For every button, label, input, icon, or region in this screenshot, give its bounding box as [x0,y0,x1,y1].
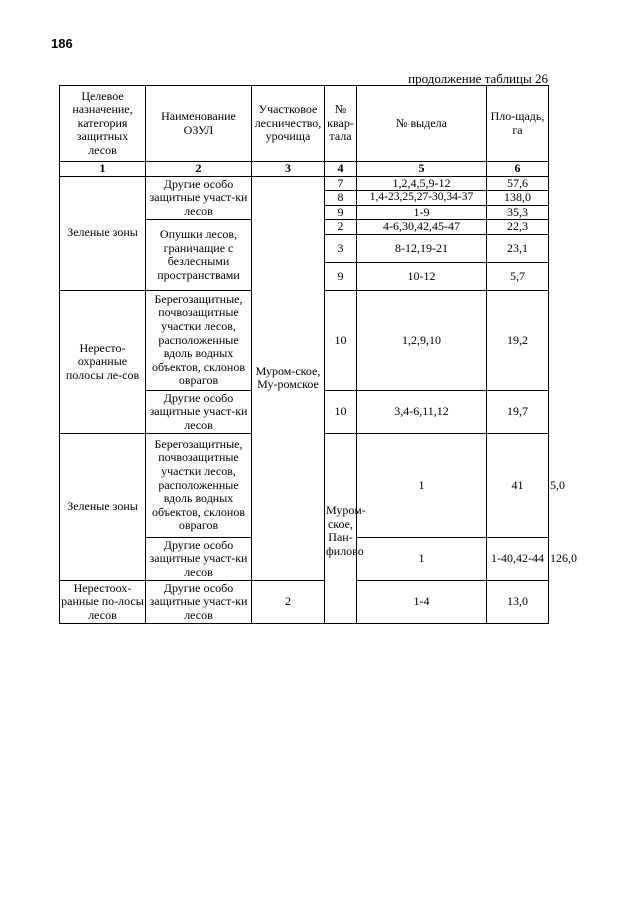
quarter-cell: 10 [325,290,357,390]
page-number: 186 [51,36,73,51]
allotment-cell: 1-9 [357,205,487,220]
area-cell: 13,0 [487,580,549,623]
allotment-cell: 10-12 [357,262,487,290]
header-allotment: № выдела [357,86,487,162]
forestry-cell: Муром-ское, Му-ромское [252,176,325,580]
col-number: 5 [357,162,487,177]
quarter-cell: 1 [357,433,487,537]
table-row [60,176,549,191]
table-row: Зеленые зоны Берегозащитные, почвозащитные участки лесов, расположенные вдоль водных объектов, склонов оврагов Муром-ское, Пан-филово 1 41 5,0 [60,433,549,537]
allotment-cell: 1,4-23,25,27-30,34-37 [357,191,487,206]
header-row [60,86,549,162]
allotment-cell: 8-12,19-21 [357,234,487,262]
col-number: 2 [146,162,252,177]
column-number-row [60,162,549,177]
forestry-cell: Муром-ское, Пан-филово [325,433,357,623]
quarter-cell: 10 [325,390,357,433]
area-cell: 23,1 [487,234,549,262]
area-cell: 22,3 [487,220,549,235]
forest-protection-table [59,85,577,624]
allotment-cell: 1-40,42-44 [487,537,549,580]
allotment-cell: 4-6,30,42,45-47 [357,220,487,235]
ozul-cell: Опушки лесов, граничащие с безлесными пространствами [146,220,252,291]
allotment-cell: 1,2,4,5,9-12 [357,176,487,191]
allotment-cell: 1,2,9,10 [357,290,487,390]
col-number: 1 [60,162,146,177]
header-quarter: № квар-тала [325,86,357,162]
header-purpose: Целевое назначение, категория защитных лесов [60,86,146,162]
col-number: 6 [487,162,549,177]
allotment-cell: 41 [487,433,549,537]
purpose-cell: Зеленые зоны [60,176,146,290]
quarter-cell: 2 [252,580,325,623]
purpose-cell: Зеленые зоны [60,433,146,580]
area-cell: 138,0 [487,191,549,206]
quarter-cell: 9 [325,205,357,220]
table-row: Другие особо защитные участ-ки лесов 1 1-40,42-44 126,0 [60,537,549,580]
col-number: 4 [325,162,357,177]
col-number: 3 [252,162,325,177]
area-cell: 57,6 [487,176,549,191]
quarter-cell: 2 [325,220,357,235]
allotment-cell: 3,4-6,11,12 [357,390,487,433]
allotment-cell: 1-4 [357,580,487,623]
quarter-cell: 9 [325,262,357,290]
ozul-cell: Берегозащитные, почвозащитные участки лесов, расположенные вдоль водных объектов, склонов оврагов [146,433,252,537]
purpose-cell: Нерестоох-ранные по-лосы лесов [61,580,144,622]
area-cell: 19,7 [487,390,549,433]
area-cell: 35,3 [487,205,549,220]
purpose-cell: Нересто-охранные полосы ле-сов [60,290,146,433]
ozul-cell: Другие особо защитные участ-ки лесов [146,176,252,220]
header-forestry: Участковое лесничество, урочища [252,86,325,162]
area-cell: 5,7 [487,262,549,290]
table-continuation-caption: продолжение таблицы 26 [408,71,548,86]
ozul-cell: Другие особо защитные участ-ки лесов [146,390,252,433]
table-row [60,580,549,623]
quarter-cell: 8 [325,191,357,206]
ozul-cell: Берегозащитные, почвозащитные участки лесов, расположенные вдоль водных объектов, склонов оврагов [146,290,252,390]
area-cell: 19,2 [487,290,549,390]
quarter-cell: 7 [325,176,357,191]
header-ozul-name: Наименование ОЗУЛ [146,86,252,162]
ozul-cell: Другие особо защитные участ-ки лесов [146,580,252,623]
quarter-cell: 1 [357,537,487,580]
ozul-cell: Другие особо защитные участ-ки лесов [146,537,252,580]
header-area: Пло-щадь, га [487,86,549,162]
quarter-cell: 3 [325,234,357,262]
